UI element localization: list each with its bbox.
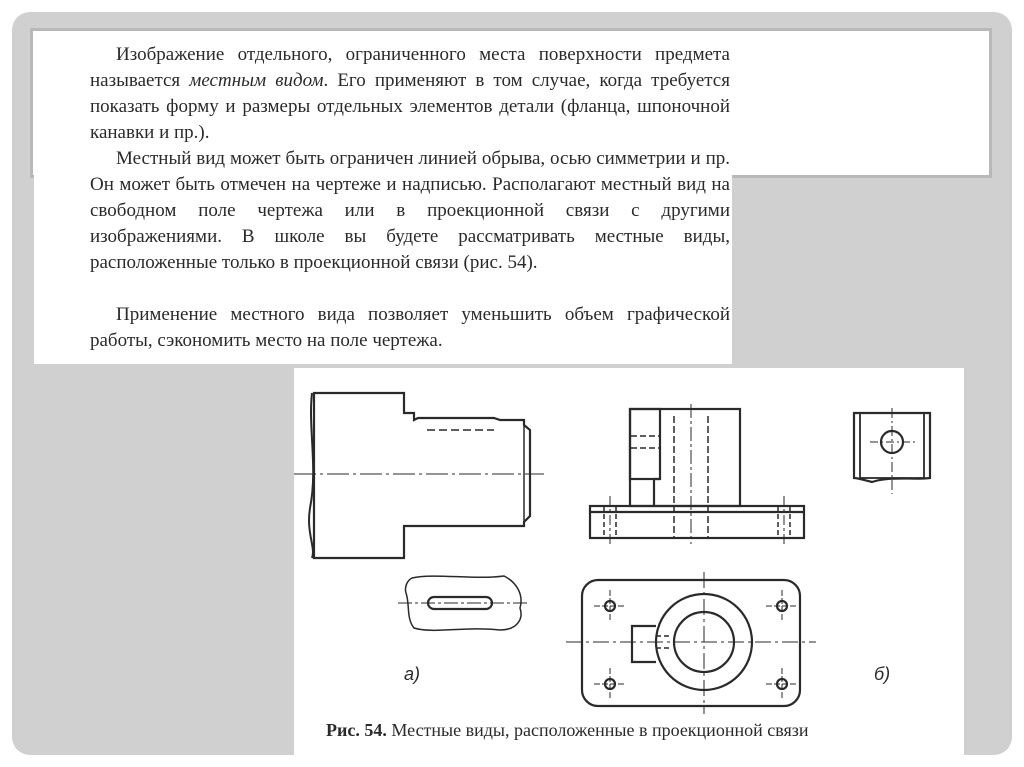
- label-b: б): [874, 664, 891, 684]
- paragraph-1: Изображение отдельного, ограниченного места поверхности предмета называется местным видом. Его применяют в том случае, когда требуется показать форму и размеры отдельных элементов детали (фланца, шпоночной канавки и пр.).: [90, 44, 730, 143]
- boss-local-view: [854, 408, 930, 494]
- term-local-view: местным видом: [189, 70, 324, 91]
- figure-caption: [326, 720, 956, 741]
- text-panel: [34, 34, 732, 364]
- figure-54: [294, 368, 964, 756]
- shaft-main-view: [294, 393, 544, 558]
- technical-drawing: [294, 368, 964, 756]
- caption-number: Рис. 54.: [326, 720, 387, 740]
- paragraph-2: Местный вид может быть ограничен линией обрыва, осью симметрии и пр. Он может быть отмечен на чертеже и надписью. Располагают местный вид на свободном поле чертежа или в проекционной связи с другими изображениями. В школе вы будете рассматривать местные виды, расположенные только в проекционной связи (рис. 54).: [90, 148, 730, 273]
- caption-text: Местные виды, расположенные в проекционной связи: [386, 720, 809, 740]
- bracket-front-view: [590, 404, 804, 546]
- bracket-top-view: [566, 572, 816, 714]
- keyway-local-view: [398, 576, 530, 630]
- label-a: а): [404, 664, 421, 684]
- paragraph-3: Применение местного вида позволяет уменьшить объем графической работы, сэкономить место на поле чертежа.: [90, 304, 730, 351]
